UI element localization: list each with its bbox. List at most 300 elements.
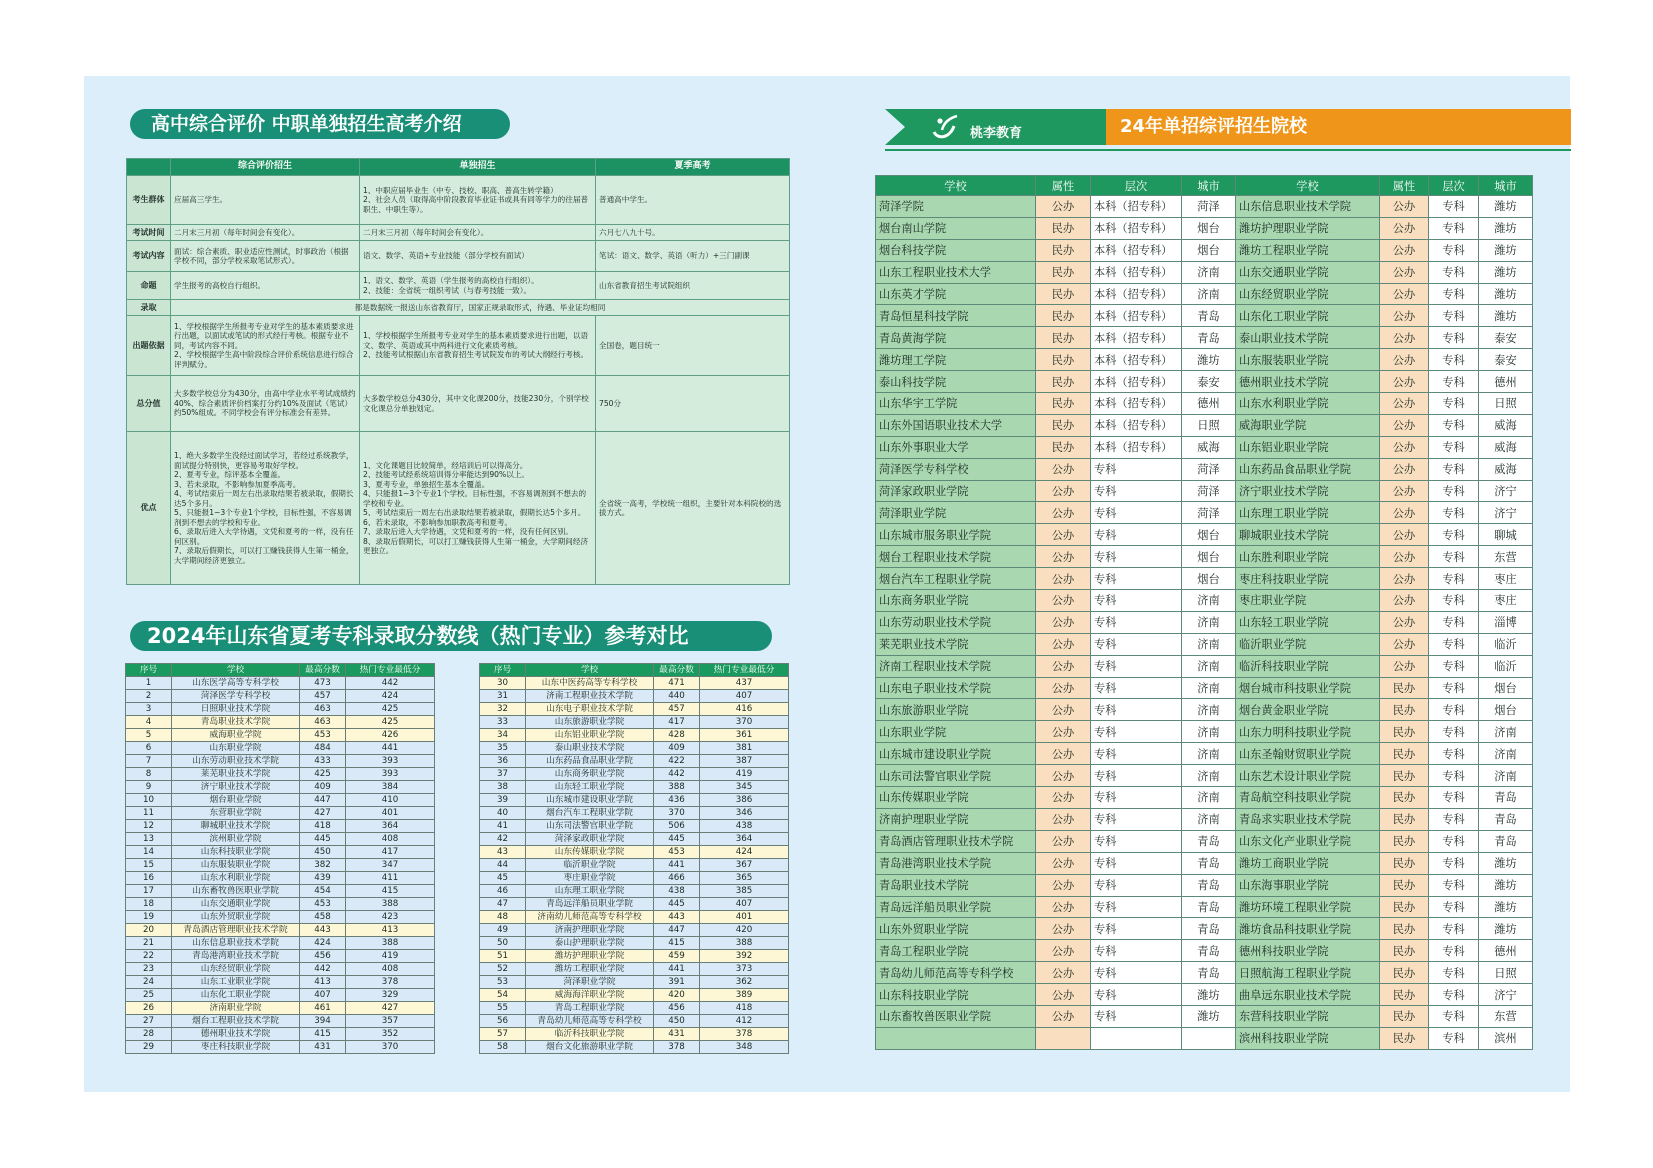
- school-cell: 专科: [1429, 305, 1479, 327]
- score-cell: 441: [654, 859, 700, 872]
- school-cell: 民办: [1036, 436, 1091, 458]
- score-cell: 370: [700, 716, 789, 729]
- school-cell: 泰安: [1479, 349, 1533, 371]
- school-name: 枣庄科技职业学院: [1236, 568, 1380, 590]
- school-row: [876, 633, 1533, 655]
- school-name: 山东外国语职业技术大学: [876, 414, 1036, 436]
- intro-header-cell: [127, 159, 171, 176]
- score-row: [480, 1002, 789, 1015]
- school-cell: 济南: [1182, 261, 1236, 283]
- school-cell: 公办: [1380, 611, 1429, 633]
- score-cell: 7: [126, 755, 172, 768]
- school-row: [876, 502, 1533, 524]
- score-cell: 424: [300, 937, 346, 950]
- score-row: [126, 781, 435, 794]
- score-school: 滨州职业学院: [172, 833, 300, 846]
- score-school: 菏泽职业学院: [526, 976, 654, 989]
- school-name: 山东畜牧兽医职业学院: [876, 1005, 1036, 1027]
- score-cell: 442: [346, 677, 435, 690]
- score-cell: 23: [126, 963, 172, 976]
- school-cell: 烟台: [1479, 677, 1533, 699]
- school-cell: 青岛: [1182, 305, 1236, 327]
- school-name: 青岛港湾职业技术学院: [876, 852, 1036, 874]
- score-school: 山东工业职业学院: [172, 976, 300, 989]
- score-row: [126, 859, 435, 872]
- score-cell: 443: [654, 911, 700, 924]
- school-cell: 专科: [1091, 524, 1182, 546]
- score-cell: 453: [300, 898, 346, 911]
- school-cell: 专科: [1429, 765, 1479, 787]
- score-cell: 419: [346, 950, 435, 963]
- school-cell: 菏泽: [1182, 196, 1236, 218]
- school-cell: 公办: [1380, 546, 1429, 568]
- school-row: [876, 283, 1533, 305]
- school-cell: 专科: [1429, 1005, 1479, 1027]
- school-cell: 专科: [1429, 524, 1479, 546]
- score-cell: 427: [300, 807, 346, 820]
- score-row: [126, 794, 435, 807]
- intro-cell: 学生报考的高校自行组织。: [171, 272, 360, 300]
- score-row: [126, 885, 435, 898]
- score-row: [480, 885, 789, 898]
- school-cell: 民办: [1380, 852, 1429, 874]
- school-row: [876, 1027, 1533, 1049]
- school-cell: 青岛: [1182, 940, 1236, 962]
- school-cell: 民办: [1036, 283, 1091, 305]
- score-cell: 54: [480, 989, 526, 1002]
- score-row: [126, 937, 435, 950]
- school-cell: 公办: [1036, 852, 1091, 874]
- school-cell: 本科（招专科）: [1091, 196, 1182, 218]
- intro-title: 高中综合评价 中职单独招生高考介绍: [130, 109, 510, 139]
- school-name: 山东城市服务职业学院: [876, 524, 1036, 546]
- score-row: [126, 729, 435, 742]
- school-cell: 德州: [1479, 940, 1533, 962]
- score-cell: 463: [300, 703, 346, 716]
- score-cell: 365: [700, 872, 789, 885]
- school-row: [876, 196, 1533, 218]
- intro-row: [127, 225, 790, 241]
- school-cell: 济南: [1182, 699, 1236, 721]
- school-cell: 临沂: [1479, 633, 1533, 655]
- school-cell: [1091, 1027, 1182, 1049]
- score-cell: 10: [126, 794, 172, 807]
- score-row: [126, 1015, 435, 1028]
- school-cell: 专科: [1429, 546, 1479, 568]
- score-cell: 407: [700, 690, 789, 703]
- score-row: [480, 911, 789, 924]
- school-cell: 专科: [1091, 808, 1182, 830]
- school-cell: 专科: [1091, 677, 1182, 699]
- score-school: 菏泽家政职业学院: [526, 833, 654, 846]
- school-cell: 公办: [1380, 349, 1429, 371]
- score-table-right: [479, 663, 789, 1054]
- score-row: [480, 703, 789, 716]
- school-row: [876, 261, 1533, 283]
- score-school: 泰山护理职业学院: [526, 937, 654, 950]
- school-name: 山东胜利职业学院: [1236, 546, 1380, 568]
- school-row: [876, 787, 1533, 809]
- score-cell: 2: [126, 690, 172, 703]
- score-school: 山东司法警官职业学院: [526, 820, 654, 833]
- score-cell: 370: [346, 1041, 435, 1054]
- school-cell: 民办: [1380, 1027, 1429, 1049]
- school-name: 威海职业学院: [1236, 414, 1380, 436]
- school-cell: 济南: [1182, 611, 1236, 633]
- school-cell: 东营: [1479, 546, 1533, 568]
- school-cell: 民办: [1036, 371, 1091, 393]
- score-cell: 473: [300, 677, 346, 690]
- school-name: 烟台城市科技职业学院: [1236, 677, 1380, 699]
- score-cell: 56: [480, 1015, 526, 1028]
- school-cell: 公办: [1036, 699, 1091, 721]
- schools-header-row: [876, 176, 1533, 196]
- school-cell: 本科（招专科）: [1091, 349, 1182, 371]
- school-row: [876, 721, 1533, 743]
- score-cell: 347: [346, 859, 435, 872]
- school-name: 潍坊工商职业学院: [1236, 852, 1380, 874]
- school-cell: 专科: [1091, 458, 1182, 480]
- score-cell: 471: [654, 677, 700, 690]
- school-name: 青岛航空科技职业学院: [1236, 787, 1380, 809]
- schools-header-cell: 属性: [1380, 176, 1429, 196]
- score-row: [480, 898, 789, 911]
- school-name: 山东化工职业学院: [1236, 305, 1380, 327]
- school-cell: 民办: [1036, 414, 1091, 436]
- score-cell: 466: [654, 872, 700, 885]
- score-cell: 443: [300, 924, 346, 937]
- school-cell: 专科: [1429, 436, 1479, 458]
- school-row: [876, 962, 1533, 984]
- school-cell: 专科: [1429, 721, 1479, 743]
- school-cell: 本科（招专科）: [1091, 305, 1182, 327]
- school-name: 济南工程职业技术学院: [876, 655, 1036, 677]
- school-cell: 东营: [1479, 1005, 1533, 1027]
- score-header-cell: 序号: [480, 664, 526, 677]
- school-cell: 专科: [1091, 896, 1182, 918]
- school-cell: 专科: [1091, 940, 1182, 962]
- school-name: 山东圣翰财贸职业学院: [1236, 743, 1380, 765]
- school-cell: 民办: [1036, 349, 1091, 371]
- school-cell: 民办: [1380, 940, 1429, 962]
- school-cell: 公办: [1036, 1005, 1091, 1027]
- intro-row-label: 总分值: [127, 376, 171, 432]
- school-cell: 公办: [1380, 480, 1429, 502]
- score-row: [126, 898, 435, 911]
- score-cell: 32: [480, 703, 526, 716]
- intro-header-cell: 单独招生: [360, 159, 596, 176]
- school-cell: 潍坊: [1479, 918, 1533, 940]
- score-row: [480, 820, 789, 833]
- school-name: 烟台工程职业技术学院: [876, 546, 1036, 568]
- school-cell: 济宁: [1479, 480, 1533, 502]
- school-cell: 青岛: [1479, 830, 1533, 852]
- school-cell: 青岛: [1182, 852, 1236, 874]
- school-cell: 民办: [1380, 984, 1429, 1006]
- school-cell: 专科: [1429, 196, 1479, 218]
- score-school: 济南工程职业技术学院: [526, 690, 654, 703]
- brand-name: 桃李教育: [970, 126, 1023, 141]
- score-school: 济南职业学院: [172, 1002, 300, 1015]
- school-row: [876, 830, 1533, 852]
- school-cell: 专科: [1429, 414, 1479, 436]
- school-row: [876, 655, 1533, 677]
- school-cell: 民办: [1380, 896, 1429, 918]
- score-school: 山东传媒职业学院: [526, 846, 654, 859]
- intro-row-label: 出题依据: [127, 316, 171, 376]
- score-row: [480, 729, 789, 742]
- intro-row-label: 命题: [127, 272, 171, 300]
- score-school: 威海职业学院: [172, 729, 300, 742]
- score-row: [480, 989, 789, 1002]
- score-cell: 13: [126, 833, 172, 846]
- school-cell: 专科: [1091, 655, 1182, 677]
- score-cell: 46: [480, 885, 526, 898]
- score-school: 山东理工职业学院: [526, 885, 654, 898]
- school-row: [876, 874, 1533, 896]
- score-cell: 3: [126, 703, 172, 716]
- school-cell: 本科（招专科）: [1091, 393, 1182, 415]
- scores-title: 2024年山东省夏考专科录取分数线（热门专业）参考对比: [130, 621, 772, 651]
- score-school: 青岛远洋船员职业学院: [526, 898, 654, 911]
- school-row: [876, 808, 1533, 830]
- school-cell: 德州: [1182, 393, 1236, 415]
- school-cell: 济南: [1479, 721, 1533, 743]
- intro-cell: 全国卷，题目统一: [596, 316, 790, 376]
- score-cell: 21: [126, 937, 172, 950]
- score-row: [480, 924, 789, 937]
- score-school: 临沂职业学院: [526, 859, 654, 872]
- score-cell: 40: [480, 807, 526, 820]
- score-cell: 409: [654, 742, 700, 755]
- score-cell: 458: [300, 911, 346, 924]
- school-cell: 潍坊: [1182, 349, 1236, 371]
- score-cell: 51: [480, 950, 526, 963]
- intro-cell: 1、中职应届毕业生（中专、技校、职高、普高生转学籍） 2、社会人员（取得高中阶段教育毕业证书或具有同等学力的往届普职生、中职生等）。: [360, 176, 596, 225]
- score-header-cell: 学校: [526, 664, 654, 677]
- intro-cell: 语文、数学、英语+专业技能（部分学校有面试）: [360, 241, 596, 272]
- school-name: 山东理工职业学院: [1236, 502, 1380, 524]
- schools-header-cell: 学校: [1236, 176, 1380, 196]
- score-cell: 370: [654, 807, 700, 820]
- score-cell: 427: [346, 1002, 435, 1015]
- school-name: 烟台黄金职业学院: [1236, 699, 1380, 721]
- school-cell: 专科: [1091, 1005, 1182, 1027]
- score-cell: 57: [480, 1028, 526, 1041]
- school-cell: 烟台: [1182, 217, 1236, 239]
- school-cell: 威海: [1182, 436, 1236, 458]
- score-cell: 388: [346, 937, 435, 950]
- school-cell: 日照: [1182, 414, 1236, 436]
- school-cell: 公办: [1036, 524, 1091, 546]
- school-cell: 济南: [1479, 765, 1533, 787]
- score-cell: 346: [700, 807, 789, 820]
- score-cell: 37: [480, 768, 526, 781]
- school-cell: 济南: [1182, 721, 1236, 743]
- school-row: [876, 611, 1533, 633]
- score-cell: 440: [654, 690, 700, 703]
- school-cell: 公办: [1036, 808, 1091, 830]
- school-cell: 专科: [1429, 830, 1479, 852]
- score-cell: 450: [300, 846, 346, 859]
- score-row: [126, 833, 435, 846]
- admission-comparison-table: [126, 158, 790, 585]
- school-cell: 公办: [1036, 984, 1091, 1006]
- school-name: 山东商务职业学院: [876, 590, 1036, 612]
- score-cell: 416: [700, 703, 789, 716]
- school-cell: 民办: [1380, 1005, 1429, 1027]
- score-school: 泰山职业技术学院: [526, 742, 654, 755]
- school-cell: 公办: [1380, 568, 1429, 590]
- score-row: [126, 924, 435, 937]
- score-table-left: [125, 663, 435, 1054]
- score-cell: 431: [654, 1028, 700, 1041]
- score-cell: 422: [654, 755, 700, 768]
- score-cell: 420: [700, 924, 789, 937]
- school-cell: 济南: [1182, 283, 1236, 305]
- school-cell: 潍坊: [1479, 196, 1533, 218]
- school-cell: 本科（招专科）: [1091, 436, 1182, 458]
- score-school: 青岛酒店管理职业技术学院: [172, 924, 300, 937]
- score-cell: 25: [126, 989, 172, 1002]
- school-name: 山东科技职业学院: [876, 984, 1036, 1006]
- school-name: 山东旅游职业学院: [876, 699, 1036, 721]
- score-row: [126, 1002, 435, 1015]
- score-cell: 18: [126, 898, 172, 911]
- school-row: [876, 436, 1533, 458]
- score-cell: 39: [480, 794, 526, 807]
- score-cell: 58: [480, 1041, 526, 1054]
- school-cell: 专科: [1091, 480, 1182, 502]
- school-cell: 专科: [1429, 808, 1479, 830]
- school-name: 泰山职业技术学院: [1236, 327, 1380, 349]
- score-cell: 33: [480, 716, 526, 729]
- school-cell: 专科: [1429, 633, 1479, 655]
- school-cell: 专科: [1429, 677, 1479, 699]
- score-cell: 48: [480, 911, 526, 924]
- school-cell: 济南: [1182, 655, 1236, 677]
- school-cell: 专科: [1091, 721, 1182, 743]
- school-row: [876, 765, 1533, 787]
- school-cell: 公办: [1036, 590, 1091, 612]
- school-cell: 临沂: [1479, 655, 1533, 677]
- school-cell: 专科: [1429, 371, 1479, 393]
- school-cell: 济南: [1479, 743, 1533, 765]
- school-cell: 公办: [1380, 305, 1429, 327]
- school-cell: 专科: [1429, 349, 1479, 371]
- score-school: 山东化工职业学院: [172, 989, 300, 1002]
- school-row: [876, 349, 1533, 371]
- school-cell: 专科: [1429, 787, 1479, 809]
- school-cell: 专科: [1429, 327, 1479, 349]
- school-cell: 聊城: [1479, 524, 1533, 546]
- score-cell: 408: [346, 963, 435, 976]
- score-school: 青岛职业技术学院: [172, 716, 300, 729]
- school-cell: 济南: [1182, 633, 1236, 655]
- score-header-cell: 最高分数: [654, 664, 700, 677]
- school-row: [876, 743, 1533, 765]
- school-name: 青岛黄海学院: [876, 327, 1036, 349]
- school-row: [876, 414, 1533, 436]
- school-cell: 专科: [1429, 590, 1479, 612]
- schools-header-cell: 层次: [1429, 176, 1479, 196]
- score-cell: 43: [480, 846, 526, 859]
- score-header-cell: 热门专业最低分: [346, 664, 435, 677]
- school-name: 德州科技职业学院: [1236, 940, 1380, 962]
- school-cell: 公办: [1036, 568, 1091, 590]
- score-cell: 415: [346, 885, 435, 898]
- score-header-cell: 最高分数: [300, 664, 346, 677]
- school-cell: 专科: [1091, 918, 1182, 940]
- score-cell: 4: [126, 716, 172, 729]
- school-cell: 本科（招专科）: [1091, 371, 1182, 393]
- score-school: 青岛幼儿师范高等专科学校: [526, 1015, 654, 1028]
- school-cell: 公办: [1380, 502, 1429, 524]
- school-row: [876, 239, 1533, 261]
- school-cell: 专科: [1429, 568, 1479, 590]
- school-name: 青岛职业技术学院: [876, 874, 1036, 896]
- school-row: [876, 677, 1533, 699]
- score-cell: 5: [126, 729, 172, 742]
- score-cell: 378: [654, 1041, 700, 1054]
- school-cell: 专科: [1091, 568, 1182, 590]
- intro-row-label: 考试时间: [127, 225, 171, 241]
- school-cell: 民办: [1380, 918, 1429, 940]
- school-cell: 专科: [1429, 217, 1479, 239]
- school-cell: 专科: [1429, 874, 1479, 896]
- score-cell: 16: [126, 872, 172, 885]
- score-cell: 27: [126, 1015, 172, 1028]
- school-cell: [1182, 1027, 1236, 1049]
- score-cell: 425: [300, 768, 346, 781]
- score-cell: 454: [300, 885, 346, 898]
- score-row: [480, 716, 789, 729]
- schools-header-cell: 层次: [1091, 176, 1182, 196]
- score-cell: 38: [480, 781, 526, 794]
- schools-header-cell: 城市: [1479, 176, 1533, 196]
- school-name: 山东艺术设计职业学院: [1236, 765, 1380, 787]
- score-cell: 424: [346, 690, 435, 703]
- intro-row-label: 优点: [127, 432, 171, 585]
- score-cell: 447: [654, 924, 700, 937]
- score-cell: 439: [300, 872, 346, 885]
- score-cell: 387: [700, 755, 789, 768]
- school-cell: 本科（招专科）: [1091, 414, 1182, 436]
- intro-cell: 750分: [596, 376, 790, 432]
- school-cell: 德州: [1479, 371, 1533, 393]
- school-cell: 威海: [1479, 436, 1533, 458]
- intro-cell: 笔试：语文、数学、英语（听力）+三门副课: [596, 241, 790, 272]
- score-row: [126, 820, 435, 833]
- school-cell: 专科: [1091, 852, 1182, 874]
- school-cell: 专科: [1429, 393, 1479, 415]
- school-row: [876, 568, 1533, 590]
- school-name: 山东英才学院: [876, 283, 1036, 305]
- score-cell: 425: [346, 716, 435, 729]
- schools-header-cell: 学校: [876, 176, 1036, 196]
- school-cell: 民办: [1380, 721, 1429, 743]
- school-cell: 潍坊: [1479, 305, 1533, 327]
- score-row: [126, 872, 435, 885]
- school-cell: 公办: [1036, 196, 1091, 218]
- school-row: [876, 546, 1533, 568]
- school-row: [876, 699, 1533, 721]
- school-cell: 公办: [1380, 436, 1429, 458]
- score-school: 山东轻工职业学院: [526, 781, 654, 794]
- score-cell: 461: [300, 1002, 346, 1015]
- school-cell: 公办: [1036, 743, 1091, 765]
- school-name: 山东铝业职业学院: [1236, 436, 1380, 458]
